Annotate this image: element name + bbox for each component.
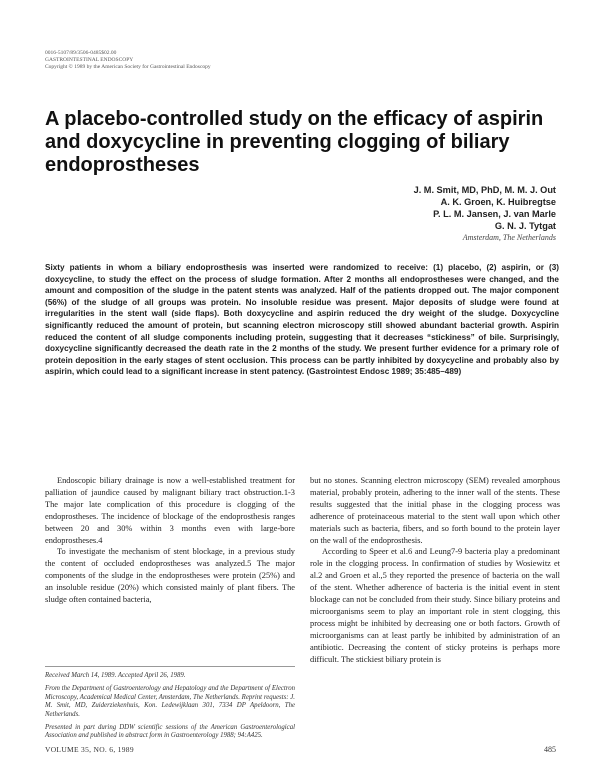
header-copyright: Copyright © 1989 by the American Society for Gastrointestinal Endoscopy	[45, 64, 211, 70]
body-paragraph: but no stones. Scanning electron microscopy (SEM) revealed amorphous material, probably protein, adhering to the inner wall of the stents. These results suggested that the initial phase in the clogging process was adherence of proteinaceous material to the stent wall upon which other materials such as bacteria, fibers, and so forth bound to the protein layer on the wall of the endoprosthesis.	[310, 476, 560, 545]
author-block	[256, 184, 556, 244]
page-number: 485	[544, 745, 556, 754]
body-paragraph: Endoscopic biliary drainage is now a well-established treatment for palliation of jaundice caused by malignant biliary tract obstruction.1-3 The major late complication of this procedure is clogging of the endoprostheses. The incidence of blockage of the endoprosthesis ranges between 20 and 30% within 3 months even with large-bore endoprostheses.4	[45, 476, 295, 545]
author-line-1: J. M. Smit, MD, PhD, M. M. J. Out	[413, 185, 556, 195]
affiliation: Amsterdam, The Netherlands	[462, 233, 556, 242]
author-line-2: A. K. Groen, K. Huibregtse	[440, 197, 556, 207]
body-left-column	[45, 475, 295, 606]
footnote-divider	[45, 666, 295, 667]
body-paragraph: According to Speer et al.6 and Leung7-9 bacteria play a predominant role in the clogging process. In confirmation of studies by Wosiewitz et al.2 and Groen et al.,5 they reported the presence of bacteria on the wall of the stent. Whether adherence of bacteria is the initial event in stent blockage can not be concluded from their study. Since biliary proteins and microorganisms seem to play an important role in stent clogging, this process might be inhibited by decreasing one or both factors. Growth of microorganisms can at least partly be inhibited by administration of an antibiotic. Decreasing the content of sticky proteins is perhaps more difficult. The stickiest biliary protein is	[310, 547, 560, 664]
journal-header	[45, 50, 211, 71]
author-line-3: P. L. M. Jansen, J. van Marle	[433, 209, 556, 219]
article-title: A placebo-controlled study on the efficacy of aspirin and doxycycline in preventing clogging of biliary endoprostheses	[45, 108, 544, 176]
footnote-presented: Presented in part during DDW scientific sessions of the American Gastroenterological Association and published in abstract form in Gastroenterology 1988; 94:A425.	[45, 724, 295, 740]
footer-volume: VOLUME 35, NO. 6, 1989	[45, 745, 134, 754]
author-line-4: G. N. J. Tytgat	[494, 221, 556, 231]
footnote-from: From the Department of Gastroenterology and Hepatology and the Department of Electron Microscopy, Academical Medical Center, Amsterdam, The Netherlands. Reprint requests: J. M. Smit, MD, Zuiderziekenhuis, Kon. Ledewijklaan 301, 7334 DP Apeldoorn, The Netherlands.	[45, 685, 295, 718]
abstract: Sixty patients in whom a biliary endoprosthesis was inserted were randomized to receive: (1) placebo, (2) aspirin, or (3) doxycycline, to study the effect on the process of sludge formation. After 2 months all endoprostheses were changed, and the amount and composition of the sludge in the patent stents was analyzed. Half of the patients dropped out. The major component (56%) of the sludge of all groups was protein. No insoluble residue was present. Major deposits of sludge were found at irregularities in the stent wall (side flaps). Both doxycycline and aspirin reduced the dry weight of the sludge. Doxycycline significantly reduced the amount of protein, but scanning electron microscopy still showed abundant bacterial growth. Aspirin reduced the content of all sludge components including protein, suggesting that it decreases “stickiness” of bile. Surprisingly, doxycycline significantly decreased the death rate in the 2 months of the study. We present further evidence for a primary role of protein deposition in the early stages of stent occlusion. This process can be partly inhibited by doxycycline and probably also by aspirin, which could lead to a significant increase in stent patency. (Gastrointest Endosc 1989; 35:485–489)	[45, 263, 559, 377]
body-paragraph: To investigate the mechanism of stent blockage, in a previous study the content of occluded endoprostheses was analyzed.5 The major components of the sludge in the endoprostheses were protein (25%) and an insoluble residue (20%) which consisted mainly of plant fibers. The sludge often contained bacteria,	[45, 547, 295, 605]
header-journal: GASTROINTESTINAL ENDOSCOPY	[45, 57, 134, 63]
body-right-column	[310, 475, 560, 666]
footnote-received: Received March 14, 1989. Accepted April 26, 1989.	[45, 672, 186, 679]
header-code: 0016-5107/89/3506-0485$02.00	[45, 50, 117, 56]
footnotes	[45, 666, 295, 746]
